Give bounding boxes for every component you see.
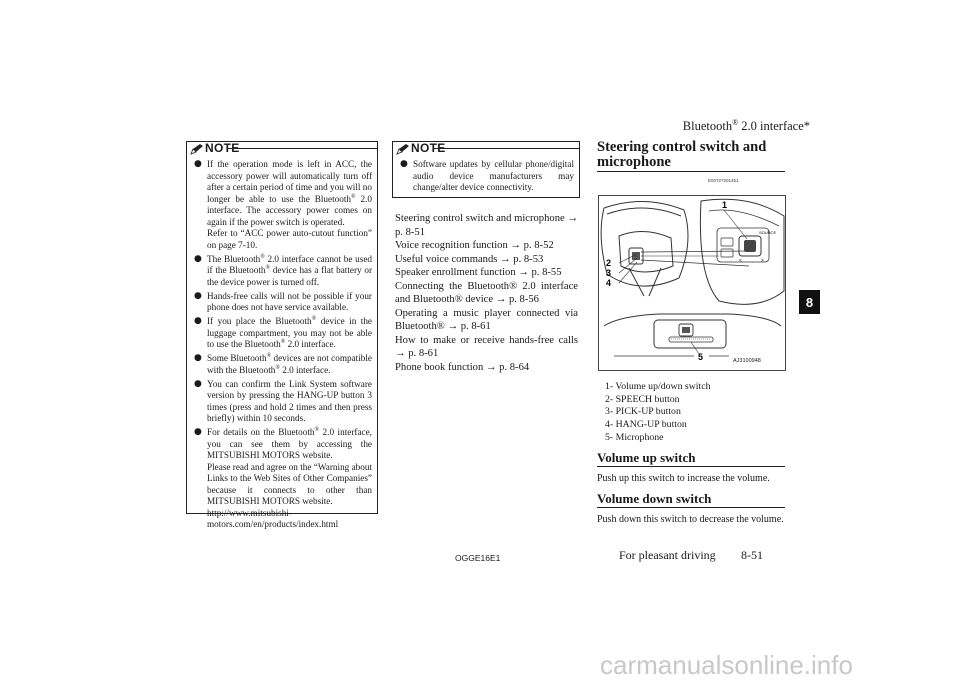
volume-down-heading: Volume down switch [597,491,712,506]
steering-figure [598,195,786,371]
bullet-icon: ● [194,427,202,437]
note-label: NOTE [205,141,240,155]
bullet-icon: ● [194,159,202,169]
note-item: ● If you place the Bluetooth® device in the luggage compartment, you may not be able to use the Bluetooth® 2.0 interface. [194,315,372,349]
volume-up-text: Push up this switch to increase the volume. [597,473,770,484]
cross-reference-list [395,212,578,374]
steering-illustration [599,196,785,370]
note-list-left [187,159,377,531]
cross-reference-item[interactable]: Useful voice commands → p. 8-53 [395,253,544,265]
footer-page-number: 8-51 [741,548,763,562]
figure-label-1: 1 [722,200,728,210]
note-list-middle [393,159,579,194]
note-item: ● Hands-free calls will not be possible if your phone does not have service available. [194,290,372,312]
volume-down-rule [597,507,785,508]
bullet-icon: ● [194,378,202,389]
figure-label-3: 3 [606,268,612,278]
running-header: Bluetooth® 2.0 interface* [682,118,810,134]
figure-label-4: 4 [606,278,612,288]
chapter-tab: 8 [799,290,820,314]
legend-item: 5- Microphone [605,431,664,443]
bullet-icon: ● [400,159,408,169]
cross-reference-item[interactable]: Phone book function → p. 8-64 [395,361,530,373]
section-code: E00727201451 [708,178,739,183]
note-item: ● Software updates by cellular phone/digital audio device manufacturers may change/alter device connectivity. [400,159,574,192]
legend-item: 2- SPEECH button [605,393,680,405]
note-header [393,142,579,156]
note-header [187,142,377,156]
footer-doc-code: OGGE16E1 [455,553,501,563]
cross-reference-item[interactable]: Speaker enrollment function → p. 8-55 [395,267,562,278]
volume-up-rule [597,466,785,467]
legend-item: 4- HANG-UP button [605,419,687,431]
bullet-icon: ● [194,353,202,363]
note-item: ● You can confirm the Link System software version by pressing the HANG-UP button 3 times (press and hold 2 times and then press briefly) within 10 seconds. [194,378,372,423]
figure-code: AJ3100948 [733,358,761,364]
cross-reference-item[interactable]: Operating a music player connected via Bluetooth® → p. 8-61 [395,307,578,332]
cross-reference-item[interactable]: Voice recognition function → p. 8-52 [395,240,554,251]
bullet-icon: ● [194,290,202,301]
watermark-text: carmanualsonline.info [600,650,853,680]
footer-section-name: For pleasant driving [619,548,716,562]
figure-legend [605,381,711,445]
section-title-rule [597,171,785,172]
legend-item: 3- PICK-UP button [605,406,681,418]
note-label: NOTE [411,141,446,155]
note-pencil-icon [396,143,410,155]
volume-up-heading: Volume up switch [597,450,696,465]
note-item: ● The Bluetooth® 2.0 interface cannot be used if the Bluetooth® device has a flat battery or the device power is turned off. [194,253,373,287]
bullet-icon: ● [194,316,202,326]
volume-down-text: Push down this switch to decrease the volume. [597,514,784,525]
note-item: ● Some Bluetooth® devices are not compatible with the Bluetooth® 2.0 interface. [194,352,372,375]
svg-text:<: < [739,258,742,264]
bullet-icon: ● [194,253,202,264]
cross-reference-item[interactable]: How to make or receive hands-free calls → p. 8-61 [395,334,578,359]
figure-label-2: 2 [606,258,612,268]
figure-label-5: 5 [698,352,704,362]
note-item: ● If the operation mode is left in ACC, the accessory power will automatically turn off after a certain period of time and you will no longer be able to use the Bluetooth® 2.0 interface. The accessory power comes on again if the power switch is operated. Refer to “ACC power auto-cutout function” on page 7-10. [194,159,372,250]
note-box-middle [392,141,580,198]
cross-reference-item[interactable]: Connecting the Bluetooth® 2.0 interface and Bluetooth® device → p. 8-56 [395,280,578,305]
svg-text:>: > [761,258,764,264]
note-box-left [186,141,378,529]
legend-item: 1- Volume up/down switch [605,381,711,392]
note-item: ● For details on the Bluetooth® 2.0 interface, you can see them by accessing the MITSUBISHI MOTORS website. Please read and agree on the “Warning about Links to the Web Sites of Other Companies” because it connects to other than MITSUBISHI MOTORS website. http://www.mitsubishi-motors.com/en/products/index.html [194,426,372,529]
cross-reference-item[interactable]: Steering control switch and microphone → p. 8-51 [395,213,578,238]
note-pencil-icon [190,143,204,155]
svg-text:SOURCE: SOURCE [759,230,777,235]
section-title: Steering control switch and microphone [597,139,767,170]
